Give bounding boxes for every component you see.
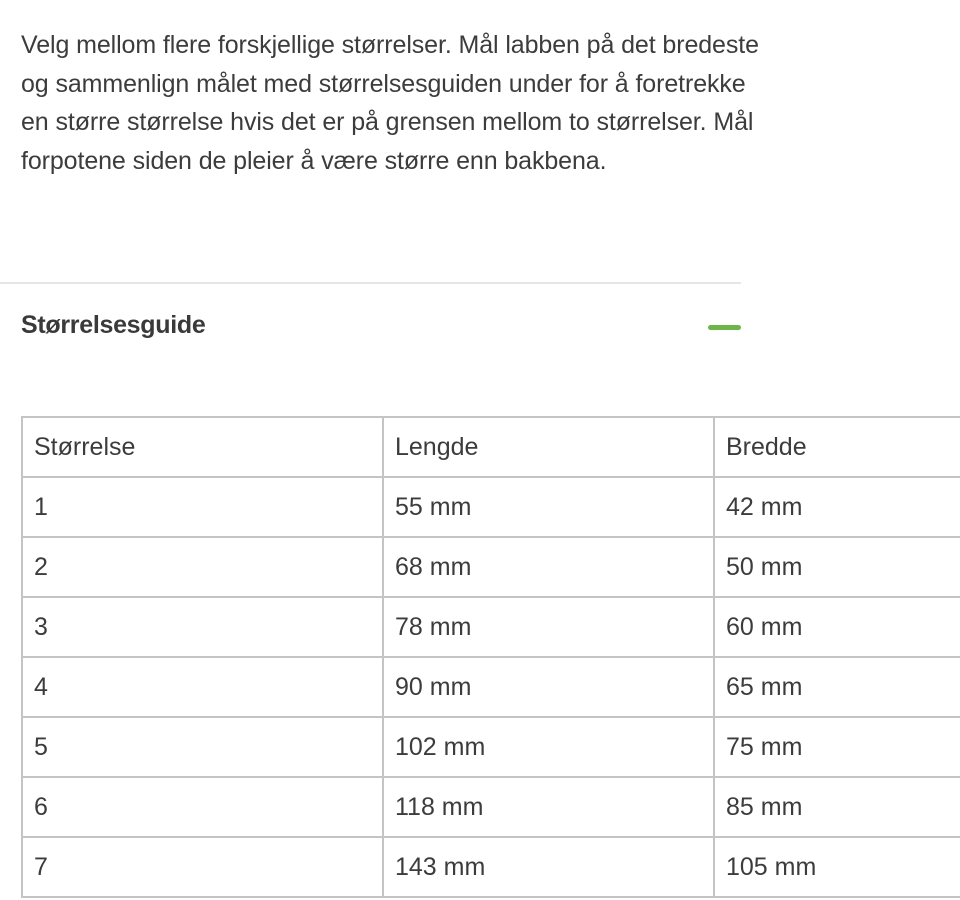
table-header-row (22, 417, 960, 477)
table-row (22, 657, 960, 717)
size-guide-table-container (21, 416, 960, 898)
cell-width: 85 mm (714, 777, 960, 837)
size-guide-accordion-header[interactable] (0, 300, 741, 356)
table-row (22, 717, 960, 777)
cell-width: 75 mm (714, 717, 960, 777)
cell-size: 1 (22, 477, 383, 537)
cell-width: 65 mm (714, 657, 960, 717)
cell-size: 6 (22, 777, 383, 837)
table-row (22, 597, 960, 657)
header-width: Bredde (714, 417, 960, 477)
cell-length: 90 mm (383, 657, 714, 717)
cell-length: 102 mm (383, 717, 714, 777)
collapse-minus-icon[interactable] (708, 325, 741, 330)
header-size: Størrelse (22, 417, 383, 477)
cell-size: 5 (22, 717, 383, 777)
table-row (22, 477, 960, 537)
cell-size: 2 (22, 537, 383, 597)
cell-length: 78 mm (383, 597, 714, 657)
cell-size: 4 (22, 657, 383, 717)
size-guide-title: Størrelsesguide (21, 311, 206, 339)
size-instructions-text: Velg mellom flere forskjellige størrelser. Mål labben på det bredeste og sammenlign målet med størrelsesguiden under for å foretrekke en større størrelse hvis det er på grensen mellom to størrelser. Mål forpotene siden de pleier å være større enn bakbena. (21, 31, 759, 175)
cell-size: 7 (22, 837, 383, 897)
cell-length: 68 mm (383, 537, 714, 597)
cell-length: 55 mm (383, 477, 714, 537)
cell-length: 143 mm (383, 837, 714, 897)
cell-length: 118 mm (383, 777, 714, 837)
table-row (22, 537, 960, 597)
header-length: Lengde (383, 417, 714, 477)
table-row (22, 837, 960, 897)
cell-width: 42 mm (714, 477, 960, 537)
table-row (22, 777, 960, 837)
cell-width: 105 mm (714, 837, 960, 897)
cell-width: 60 mm (714, 597, 960, 657)
size-guide-table (21, 416, 960, 898)
section-divider (0, 282, 741, 284)
cell-size: 3 (22, 597, 383, 657)
cell-width: 50 mm (714, 537, 960, 597)
